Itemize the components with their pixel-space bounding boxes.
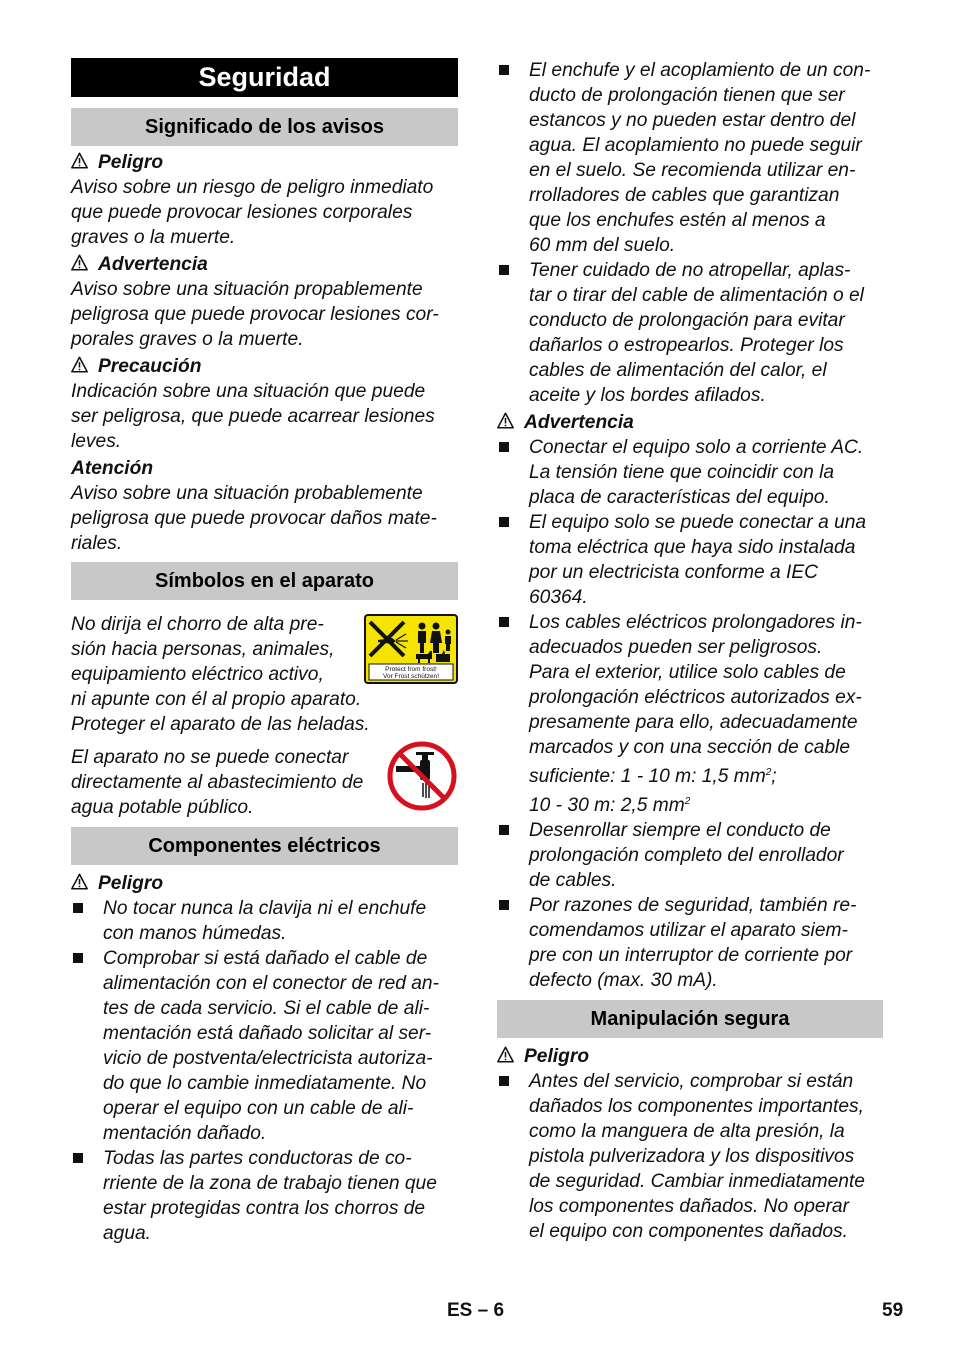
- text-line: sión hacia personas, animales,: [71, 639, 335, 660]
- paragraph-peligro: [71, 175, 458, 250]
- text-line: graves o la muerte.: [71, 227, 236, 248]
- label-text: Precaución: [98, 356, 202, 377]
- text-line: Comprobar si está dañado el cable de: [103, 948, 428, 969]
- label-text: Peligro: [524, 1046, 590, 1067]
- high-pressure-warning-sticker: [364, 614, 458, 684]
- text-line: El enchufe y el acoplamiento de un con-: [529, 60, 871, 81]
- text-line: agua potable público.: [71, 797, 254, 818]
- bullet-item: [497, 818, 883, 893]
- text-line: conducto de prolongación para evitar: [529, 310, 845, 331]
- warning-triangle-icon: [497, 412, 514, 429]
- bullet-square-icon: [499, 65, 509, 75]
- text-line: Conectar el equipo solo a corriente AC.: [529, 437, 864, 458]
- text-line: Aviso sobre una situación probablemente: [71, 483, 423, 504]
- text-line: Proteger el aparato de las heladas.: [71, 714, 370, 735]
- text-line: con manos húmedas.: [103, 923, 287, 944]
- section-heading-manipulacion: Manipulación segura: [497, 1000, 883, 1038]
- left-column: [71, 58, 458, 1246]
- frost-label-english: Protect from frost!: [385, 666, 437, 673]
- bullet-square-icon: [499, 617, 509, 627]
- text-line: que puede provocar lesiones corporales: [71, 202, 413, 223]
- bullet-square-icon: [499, 442, 509, 452]
- warning-label-advertencia-right: [497, 410, 883, 435]
- text-line: peligrosa que puede provocar lesiones cor-: [71, 304, 439, 325]
- text-line: tar o tirar del cable de alimentación o el: [529, 285, 864, 306]
- text-line: 60 mm del suelo.: [529, 235, 676, 256]
- paragraph-precaucion: [71, 379, 458, 454]
- text-line: alimentación con el conector de red an-: [103, 973, 439, 994]
- no-drinking-water-connection-icon: [386, 740, 458, 812]
- text-line: rriente de la zona de trabajo tienen que: [103, 1173, 437, 1194]
- bullet-square-icon: [499, 825, 509, 835]
- text-line: ni apunte con él al propio aparato.: [71, 689, 362, 710]
- bullet-item: [497, 258, 883, 408]
- text-line: que los enchufes estén al menos a: [529, 210, 826, 231]
- superscript: 2: [765, 767, 772, 778]
- warning-label-peligro-manipulacion: [497, 1044, 883, 1069]
- label-text: Peligro: [98, 152, 164, 173]
- text-line: aceite y los bordes afilados.: [529, 385, 766, 406]
- text-line: No dirija el chorro de alta pre-: [71, 614, 324, 635]
- text-line: Aviso sobre una situación propablemente: [71, 279, 423, 300]
- warning-triangle-icon: [497, 1046, 514, 1063]
- text-line: [529, 789, 883, 818]
- text-line: El aparato no se puede conectar: [71, 747, 349, 768]
- text-line: 60364.: [529, 587, 588, 608]
- text-line: mentación dañado.: [103, 1123, 267, 1144]
- bullet-square-icon: [73, 953, 83, 963]
- text-line: prolongación eléctricos autorizados ex-: [529, 687, 862, 708]
- text-line: los componentes dañados. No operar: [529, 1196, 849, 1217]
- bullet-square-icon: [499, 517, 509, 527]
- text-line: en el suelo. Se recomienda utilizar en-: [529, 160, 856, 181]
- warning-label-peligro-electrico: [71, 871, 458, 896]
- warning-triangle-icon: [71, 873, 88, 890]
- text-line: Por razones de seguridad, también re-: [529, 895, 857, 916]
- text-line: cables de alimentación del calor, el: [529, 360, 827, 381]
- text-line: do que lo cambie inmediatamente. No: [103, 1073, 427, 1094]
- bullet-square-icon: [73, 903, 83, 913]
- footer-language-page: ES – 6: [447, 1300, 505, 1321]
- warning-triangle-icon: [71, 152, 88, 169]
- text-line: riales.: [71, 533, 123, 554]
- bullet-item: [497, 610, 883, 818]
- bullet-item: [71, 1146, 458, 1246]
- text-line: Indicación sobre una situación que puede: [71, 381, 426, 402]
- text-line: como la manguera de alta presión, la: [529, 1121, 845, 1142]
- symbol-block-jet: [71, 612, 458, 737]
- label-text: Advertencia: [524, 412, 634, 433]
- text-line: estancos y no pueden estar dentro del: [529, 110, 856, 131]
- text-fragment: 10 - 30 m: 2,5 mm: [529, 795, 685, 816]
- label-text: Advertencia: [98, 254, 208, 275]
- bullet-square-icon: [499, 900, 509, 910]
- text-line: de seguridad. Cambiar inmediatamente: [529, 1171, 865, 1192]
- text-line: tes de cada servicio. Si el cable de ali-: [103, 998, 430, 1019]
- text-line: [529, 760, 883, 789]
- text-line: adecuados pueden ser peligrosos.: [529, 637, 823, 658]
- right-column: [497, 58, 883, 1244]
- text-line: defecto (max. 30 mA).: [529, 970, 718, 991]
- paragraph-atencion: [71, 481, 458, 556]
- text-line: estar protegidas contra los chorros de: [103, 1198, 426, 1219]
- text-line: prolongación completo del enrollador: [529, 845, 844, 866]
- text-line: Para el exterior, utilice solo cables de: [529, 662, 846, 683]
- text-line: agua.: [103, 1223, 152, 1244]
- bullet-item: [71, 946, 458, 1146]
- text-line: pre con un interruptor de corriente por: [529, 945, 853, 966]
- bullet-item: [497, 1069, 883, 1244]
- text-line: Desenrollar siempre el conducto de: [529, 820, 831, 841]
- frost-label-german: Vor Frost schützen!: [383, 673, 439, 680]
- text-line: Aviso sobre un riesgo de peligro inmediato: [71, 177, 434, 198]
- label-text: Peligro: [98, 873, 164, 894]
- paragraph-advertencia: [71, 277, 458, 352]
- label-atencion: Atención: [71, 458, 154, 479]
- text-line: vicio de postventa/electricista autoriza-: [103, 1048, 433, 1069]
- warning-label-precaucion: [71, 354, 458, 379]
- bullet-square-icon: [499, 265, 509, 275]
- bullet-item: [497, 435, 883, 510]
- text-line: ser peligrosa, que puede acarrear lesiones: [71, 406, 435, 427]
- page-title: Seguridad: [71, 58, 458, 97]
- bullet-item: [71, 896, 458, 946]
- text-line: operar el equipo con un cable de ali-: [103, 1098, 414, 1119]
- text-line: el equipo con componentes dañados.: [529, 1221, 848, 1242]
- text-line: Todas las partes conductoras de co-: [103, 1148, 412, 1169]
- text-line: por un electricista conforme a IEC: [529, 562, 819, 583]
- text-line: Antes del servicio, comprobar si están: [529, 1071, 854, 1092]
- bullet-item: [497, 58, 883, 258]
- text-line: ducto de prolongación tienen que ser: [529, 85, 845, 106]
- text-line: Tener cuidado de no atropellar, aplas-: [529, 260, 851, 281]
- warning-label-peligro: [71, 150, 458, 175]
- section-heading-avisos: Significado de los avisos: [71, 108, 458, 146]
- text-line: peligrosa que puede provocar daños mate-: [71, 508, 437, 529]
- warning-label-advertencia: [71, 252, 458, 277]
- warning-triangle-icon: [71, 254, 88, 271]
- superscript: 2: [684, 796, 691, 807]
- text-line: toma eléctrica que haya sido instalada: [529, 537, 856, 558]
- text-line: presamente para ello, adecuadamente: [529, 712, 858, 733]
- bullet-square-icon: [499, 1076, 509, 1086]
- text-line: marcados y con una sección de cable: [529, 737, 851, 758]
- symbol-block-water: [71, 745, 458, 820]
- text-line: equipamiento eléctrico activo,: [71, 664, 324, 685]
- text-line: de cables.: [529, 870, 617, 891]
- bullet-square-icon: [73, 1153, 83, 1163]
- text-fragment: ;: [771, 766, 777, 787]
- text-line: porales graves o la muerte.: [71, 329, 304, 350]
- text-line: Los cables eléctricos prolongadores in-: [529, 612, 862, 633]
- text-line: agua. El acoplamiento no puede seguir: [529, 135, 862, 156]
- text-line: mentación está dañado solicitar al ser-: [103, 1023, 432, 1044]
- section-heading-simbolos: Símbolos en el aparato: [71, 562, 458, 600]
- text-line: leves.: [71, 431, 122, 452]
- text-line: dañarlos o estropearlos. Proteger los: [529, 335, 844, 356]
- text-line: pistola pulverizadora y los dispositivos: [529, 1146, 855, 1167]
- text-line: La tensión tiene que coincidir con la: [529, 462, 835, 483]
- text-line: El equipo solo se puede conectar a una: [529, 512, 867, 533]
- warning-triangle-icon: [71, 356, 88, 373]
- text-line: rrolladores de cables que garantizan: [529, 185, 840, 206]
- text-fragment: suficiente: 1 - 10 m: 1,5 mm: [529, 766, 766, 787]
- text-line: No tocar nunca la clavija ni el enchufe: [103, 898, 427, 919]
- text-line: comendamos utilizar el aparato siem-: [529, 920, 848, 941]
- text-line: dañados los componentes importantes,: [529, 1096, 864, 1117]
- bullet-item: [497, 510, 883, 610]
- bullet-item: [497, 893, 883, 993]
- section-heading-electricos: Componentes eléctricos: [71, 827, 458, 865]
- text-line: placa de características del equipo.: [529, 487, 830, 508]
- footer-page-number: 59: [882, 1300, 904, 1321]
- text-line: directamente al abastecimiento de: [71, 772, 364, 793]
